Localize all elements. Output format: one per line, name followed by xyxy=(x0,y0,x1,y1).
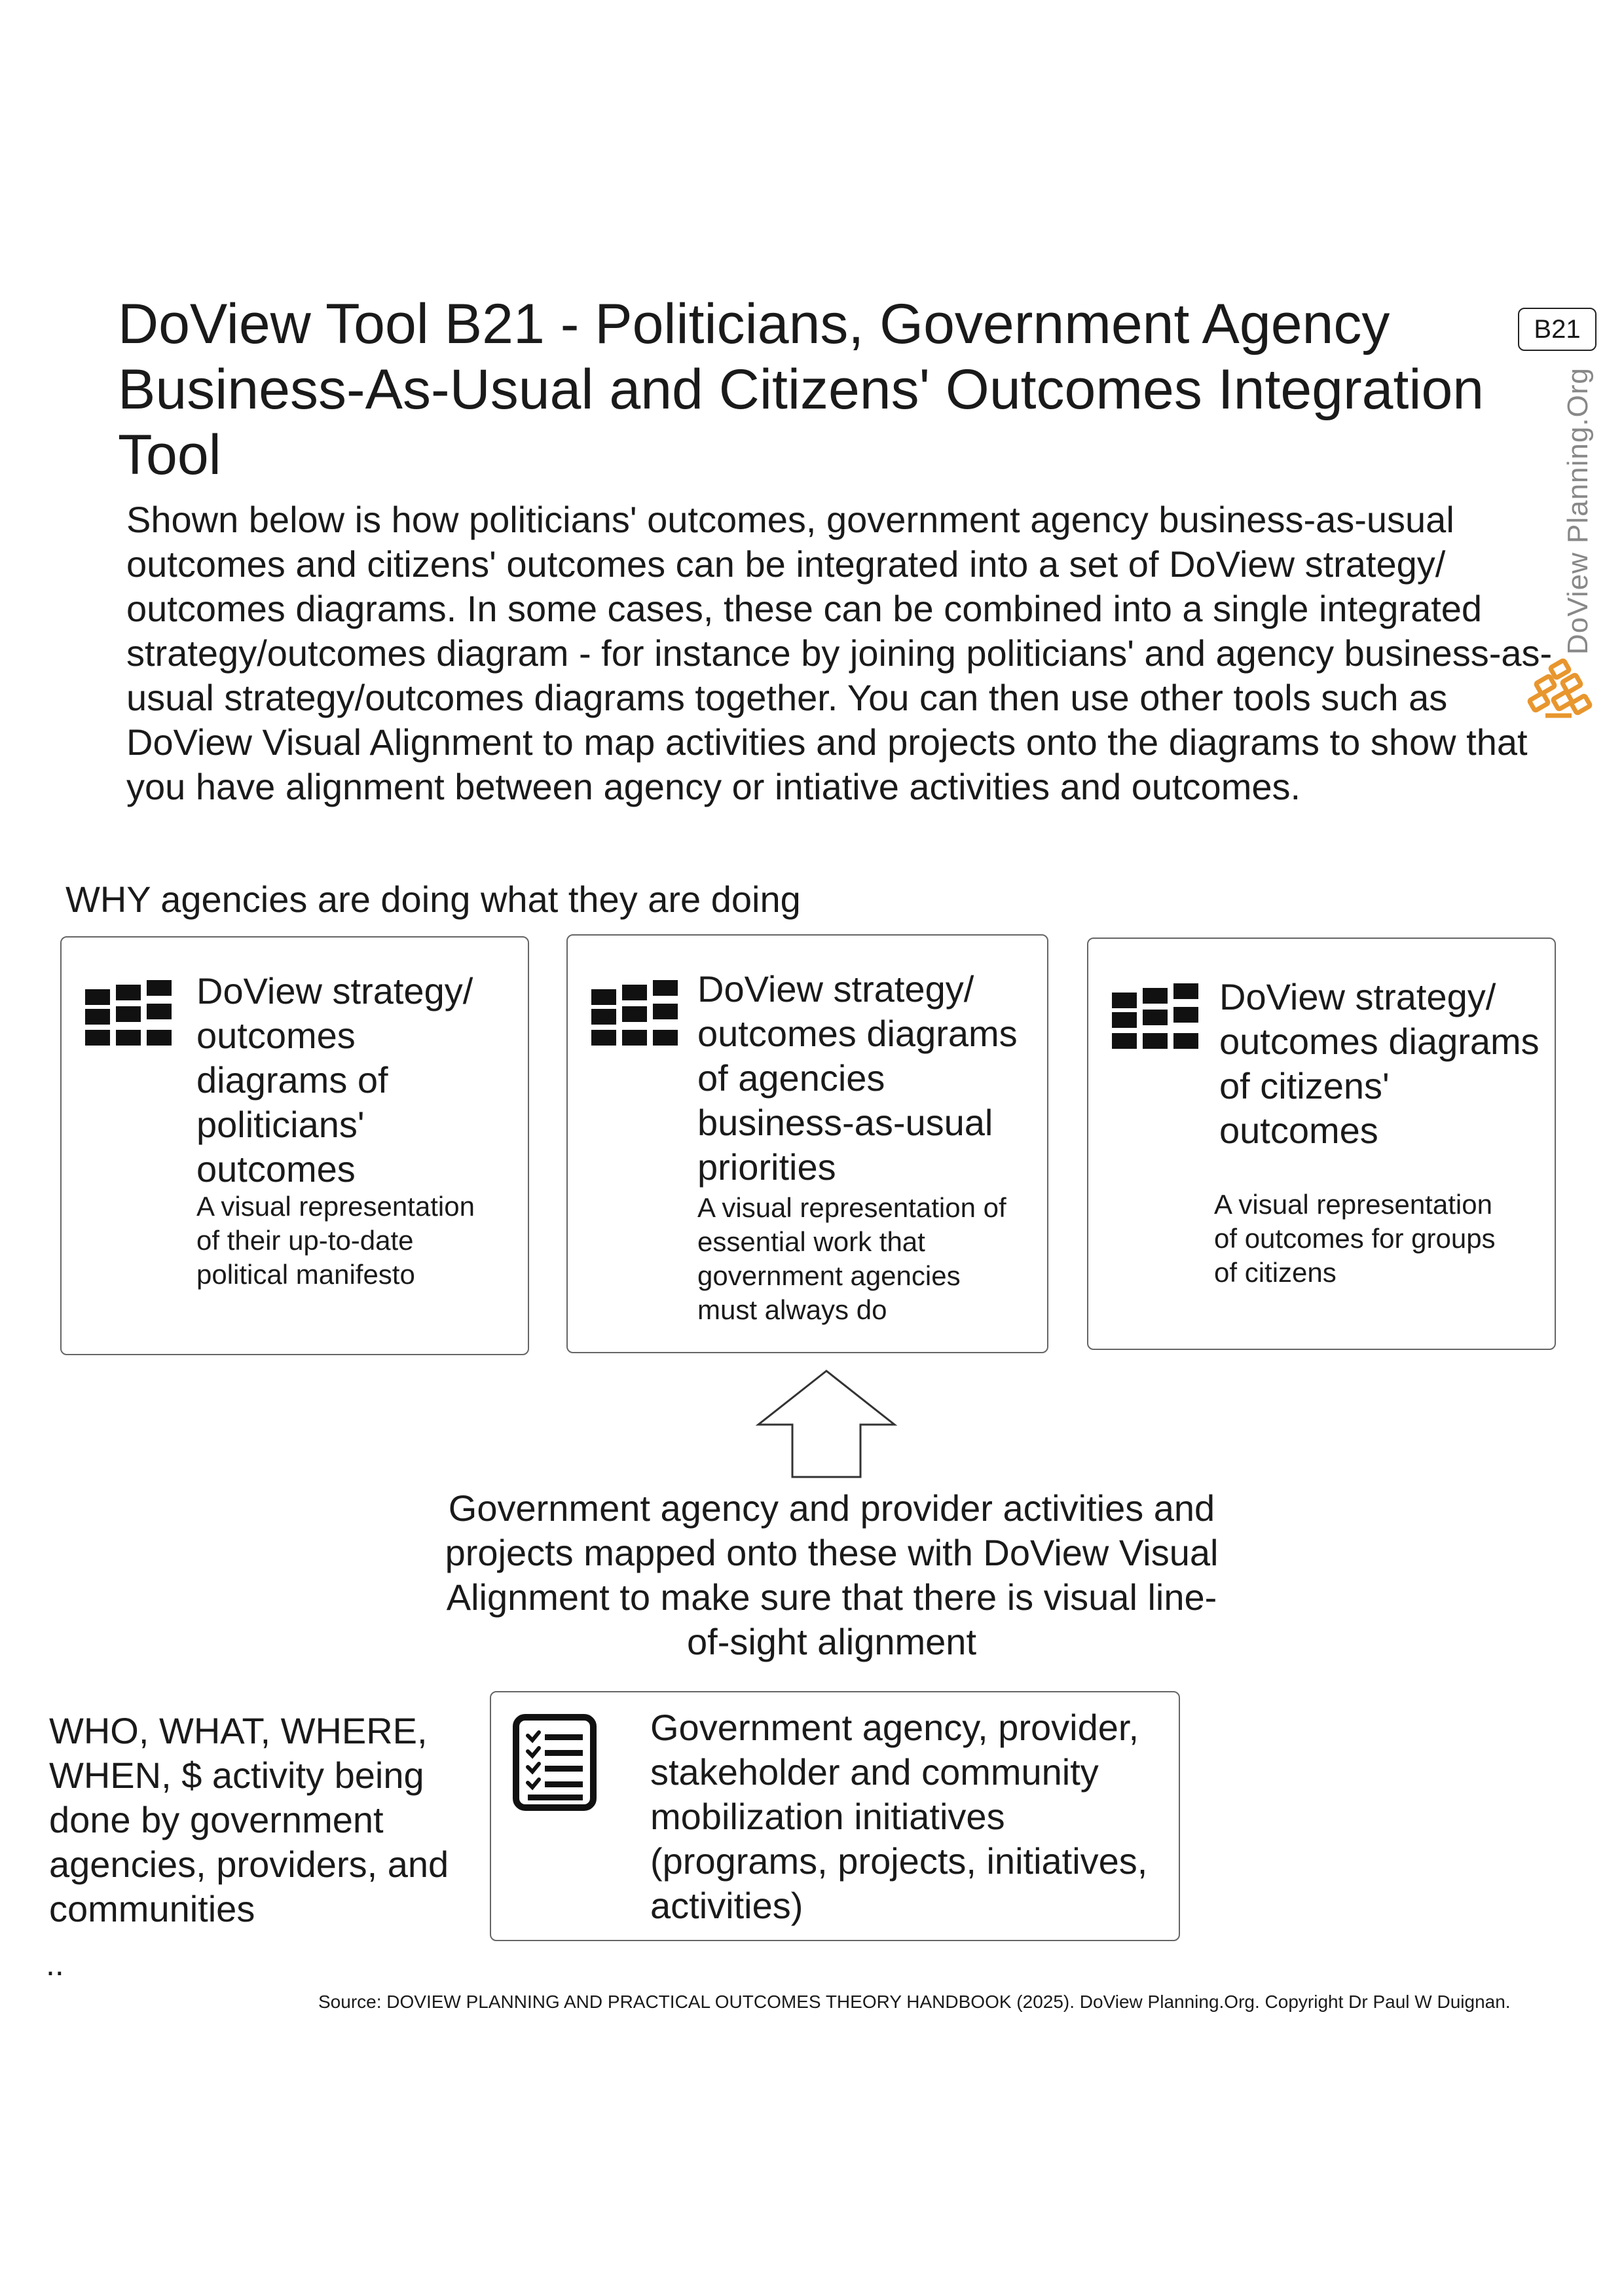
card-politicians-outcomes xyxy=(60,936,529,1355)
grid-icon xyxy=(1112,983,1198,1053)
card-agencies-bau xyxy=(566,934,1048,1353)
page-title: DoView Tool B21 - Politicians, Government Agency Business-As-Usual and Citizens' Outcomes Integration Tool xyxy=(118,293,1485,486)
activity-initiatives-box xyxy=(490,1691,1180,1941)
brand-vertical-text: DoView Planning.Org xyxy=(1562,367,1594,655)
who-heading: WHO, WHAT, WHERE, WHEN, $ activity being done by government agencies, providers, and communities xyxy=(49,1710,449,1929)
ellipsis-text: .. xyxy=(46,1946,64,1982)
intro-paragraph: Shown below is how politicians' outcomes, government agency business-as-usual outcomes and citizens' outcomes can be integrated into a set of DoView strategy/ outcomes diagrams. In some cases, these can be combined into a single integrated strategy/outcomes diagram - for instance by joining politicians' and agency business-as-usual strategy/outcomes diagrams together. You can then use other tools such as DoView Visual Alignment to map activities and projects onto the diagrams to show that you have alignment between agency or intiative activities and outcomes. xyxy=(126,499,1553,807)
grid-icon xyxy=(85,980,172,1049)
card-subtitle: A visual representation of outcomes for groups of citizens xyxy=(1214,1189,1496,1288)
source-citation: Source: DOVIEW PLANNING AND PRACTICAL OUTCOMES THEORY HANDBOOK (2025). DoView Planning.Org. Copyright Dr Paul W Duignan. xyxy=(318,1992,1511,2012)
activity-box-title: Government agency, provider, stakeholder and community mobilization initiatives (programs, projects, initiatives, activities) xyxy=(650,1707,1148,1926)
card-citizens-outcomes xyxy=(1087,938,1556,1350)
card-subtitle: A visual representation of their up-to-date political manifesto xyxy=(196,1191,475,1290)
card-title: DoView strategy/ outcomes diagrams of politicians' outcomes xyxy=(196,970,473,1190)
card-subtitle: A visual representation of essential work that government agencies must always do xyxy=(697,1192,1006,1325)
grid-icon xyxy=(591,980,678,1049)
why-heading: WHY agencies are doing what they are doing xyxy=(65,879,801,920)
alignment-caption: Government agency and provider activities and projects mapped onto these with DoView Visual Alignment to make sure that there is visual line-of-sight alignment xyxy=(445,1487,1219,1662)
tool-badge: B21 xyxy=(1518,308,1596,351)
checklist-icon xyxy=(512,1713,597,1812)
up-arrow-icon xyxy=(754,1368,898,1480)
card-title: DoView strategy/ outcomes diagrams of agencies business-as-usual priorities xyxy=(697,968,1018,1188)
card-title: DoView strategy/ outcomes diagrams of citizens' outcomes xyxy=(1219,976,1540,1151)
